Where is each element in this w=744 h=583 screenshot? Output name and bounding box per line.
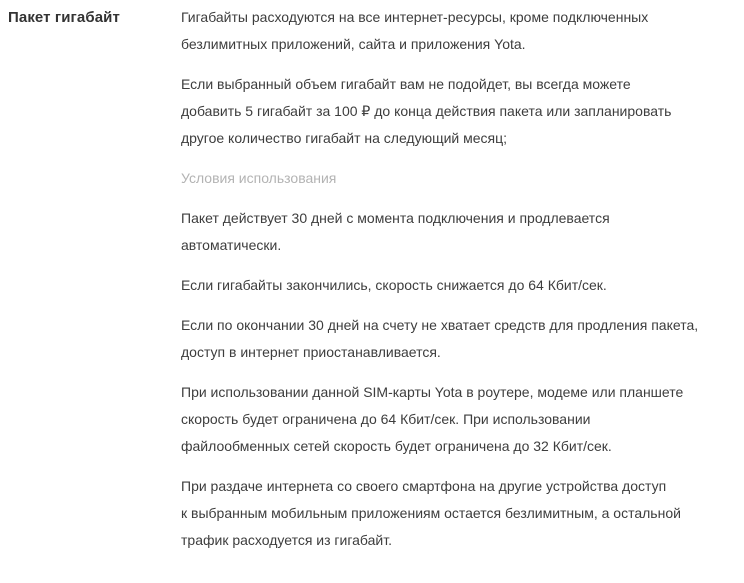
paragraph-add-gigabytes: Если выбранный объем гигабайт вам не подойдет, вы всегда можете добавить 5 гигабайт за 100 ₽ до конца действия пакета или запланировать другое количество гигабайт на следующий месяц; xyxy=(181,76,672,146)
section-body-column xyxy=(181,4,744,554)
usage-terms-subheading: Условия использования xyxy=(181,170,337,186)
section-title-column xyxy=(0,4,181,31)
paragraph-insufficient-funds: Если по окончании 30 дней на счету не хватает средств для продления пакета, доступ в интернет приостанавливается. xyxy=(181,317,699,360)
paragraph-tethering: При раздаче интернета со своего смартфона на другие устройства доступ к выбранным мобильным приложениям остается безлимитным, а остальной трафик расходуется из гигабайт. xyxy=(181,478,681,548)
paragraph-speed-after-limit: Если гигабайты закончились, скорость снижается до 64 Кбит/сек. xyxy=(181,277,607,293)
paragraph-gigabytes-usage: Гигабайты расходуются на все интернет-ресурсы, кроме подключенных безлимитных приложений, сайта и приложения Yota. xyxy=(181,9,649,52)
section-title: Пакет гигабайт xyxy=(8,9,120,26)
paragraph-sim-in-router: При использовании данной SIM-карты Yota в роутере, модеме или планшете скорость будет ограничена до 64 Кбит/сек. При использовании файлообменных сетей скорость будет ограничена до 32 Кбит/сек. xyxy=(181,384,684,454)
paragraph-package-duration: Пакет действует 30 дней с момента подключения и продлевается автоматически. xyxy=(181,210,610,253)
